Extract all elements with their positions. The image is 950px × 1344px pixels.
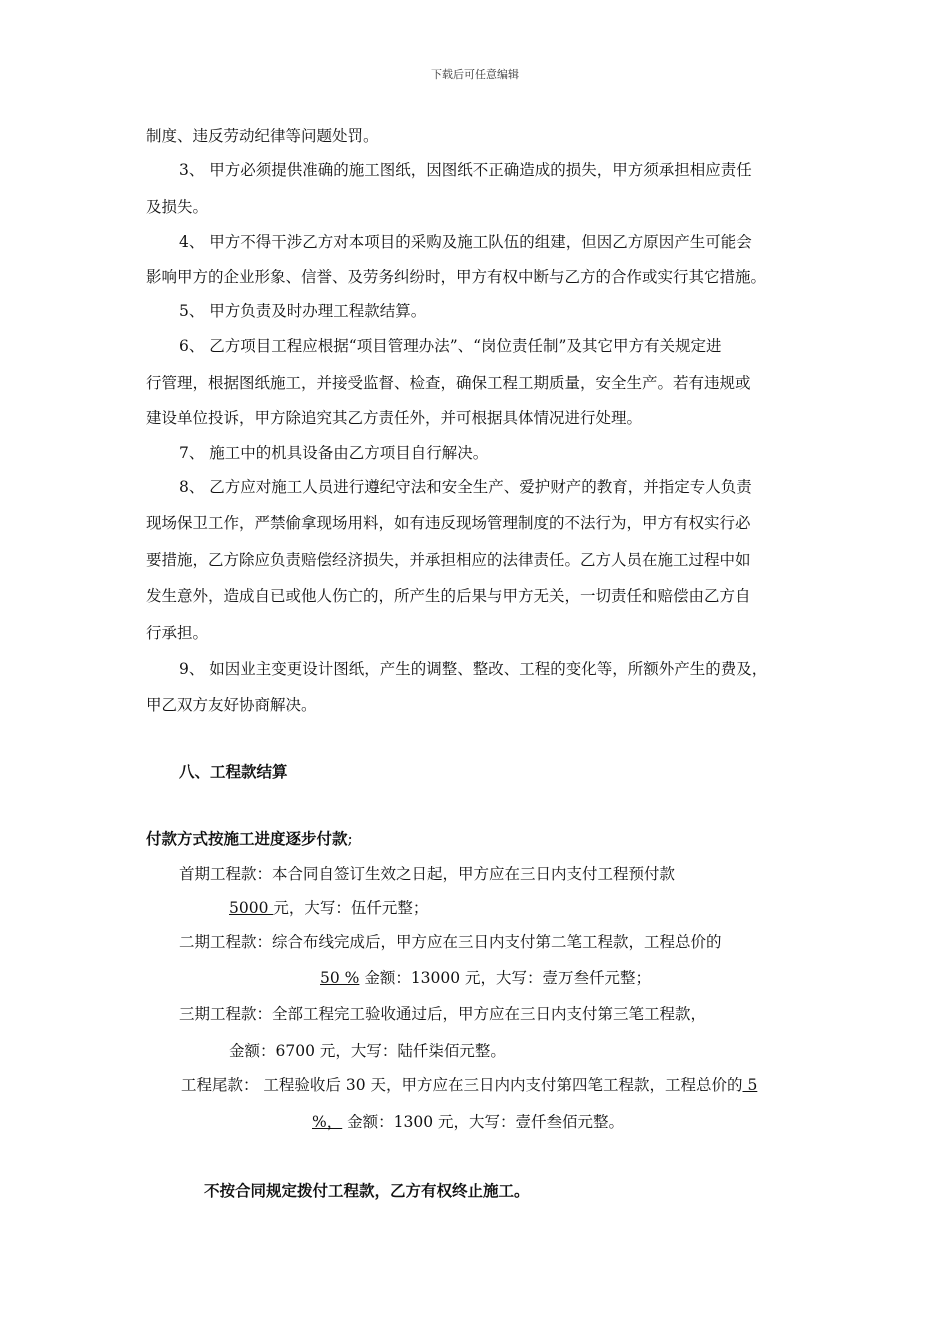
- payment-2-percent: 50 %: [320, 969, 360, 987]
- line-10: 7、 施工中的机具设备由乙方项目自行解决。: [179, 444, 489, 462]
- payment-3: 三期工程款：全部工程完工验收通过后，甲方应在三日内支付第三笔工程款，: [179, 1005, 707, 1023]
- payment-4-amount-line: [312, 1112, 624, 1132]
- section-title: 八、工程款结算: [179, 762, 288, 781]
- payment-4: [181, 1075, 757, 1095]
- line-17: 甲乙双方友好协商解决。: [146, 696, 317, 714]
- line-13: 要措施，乙方除应负责赔偿经济损失，并承担相应的法律责任。乙方人员在施工过程中如: [146, 551, 751, 569]
- line-4: 4、 甲方不得干涉乙方对本项目的采购及施工队伍的组建，但因乙方原因产生可能会: [179, 233, 752, 251]
- line-3: 及损失。: [146, 198, 209, 216]
- payment-1-amount: 5000: [229, 899, 274, 917]
- payment-1-amount-line: [229, 898, 428, 918]
- payment-method-tail: ;: [347, 830, 353, 848]
- payment-2-tail: 金额：13000 元，大写：壹万叁仟元整；: [359, 969, 652, 987]
- line-14: 发生意外，造成自已或他人伤亡的，所产生的后果与甲方无关，一切责任和赔偿由乙方自: [146, 587, 751, 605]
- payment-2: 二期工程款：综合布线完成后，甲方应在三日内支付第二笔工程款，工程总价的: [179, 933, 722, 951]
- payment-4-tail: 金额：1300 元，大写：壹仟叁佰元整。: [342, 1113, 625, 1131]
- line-16: 9、 如因业主变更设计图纸，产生的调整、整改、工程的变化等，所额外产生的费及，: [179, 660, 768, 678]
- payment-1: 首期工程款：本合同自签订生效之日起，甲方应在三日内支付工程预付款: [179, 865, 676, 883]
- payment-3-tail: 金额：6700 元，大写：陆仟柒佰元整。: [229, 1042, 506, 1060]
- page-header: 下载后可任意编辑: [431, 68, 519, 81]
- closing-statement: 不按合同规定拨付工程款，乙方有权终止施工。: [204, 1181, 530, 1200]
- line-2: 3、 甲方必须提供准确的施工图纸，因图纸不正确造成的损失，甲方须承担相应责任: [179, 161, 752, 179]
- line-8: 行管理，根据图纸施工，并接受监督、检查，确保工程工期质量，安全生产。若有违规或: [146, 374, 751, 392]
- payment-1-tail: 元，大写：伍仟元整；: [273, 899, 429, 917]
- line-15: 行承担。: [146, 624, 209, 642]
- payment-2-amount-line: [320, 968, 651, 988]
- payment-4-percent: 5: [742, 1076, 758, 1094]
- payment-method: [146, 829, 353, 849]
- payment-method-label: 付款方式按施工进度逐步付款: [146, 829, 348, 848]
- line-12: 现场保卫工作，严禁偷拿现场用料，如有违反现场管理制度的不法行为，甲方有权实行必: [146, 514, 751, 532]
- line-11: 8、 乙方应对施工人员进行遵纪守法和安全生产、爱护财产的教育，并指定专人负责: [179, 478, 752, 496]
- payment-4-text: 工程尾款： 工程验收后 30 天，甲方应在三日内内支付第四笔工程款，工程总价的: [181, 1076, 743, 1094]
- payment-4-percent-sign: %，: [312, 1113, 343, 1131]
- line-1: 制度、违反劳动纪律等问题处罚。: [146, 127, 379, 145]
- line-6: 5、 甲方负责及时办理工程款结算。: [179, 302, 427, 320]
- line-5: 影响甲方的企业形象、信誉、及劳务纠纷时，甲方有权中断与乙方的合作或实行其它措施。: [146, 268, 767, 286]
- line-9: 建设单位投诉，甲方除追究其乙方责任外，并可根据具体情况进行处理。: [146, 409, 643, 427]
- line-7: 6、 乙方项目工程应根据“项目管理办法”、“岗位责任制”及其它甲方有关规定进: [179, 337, 722, 355]
